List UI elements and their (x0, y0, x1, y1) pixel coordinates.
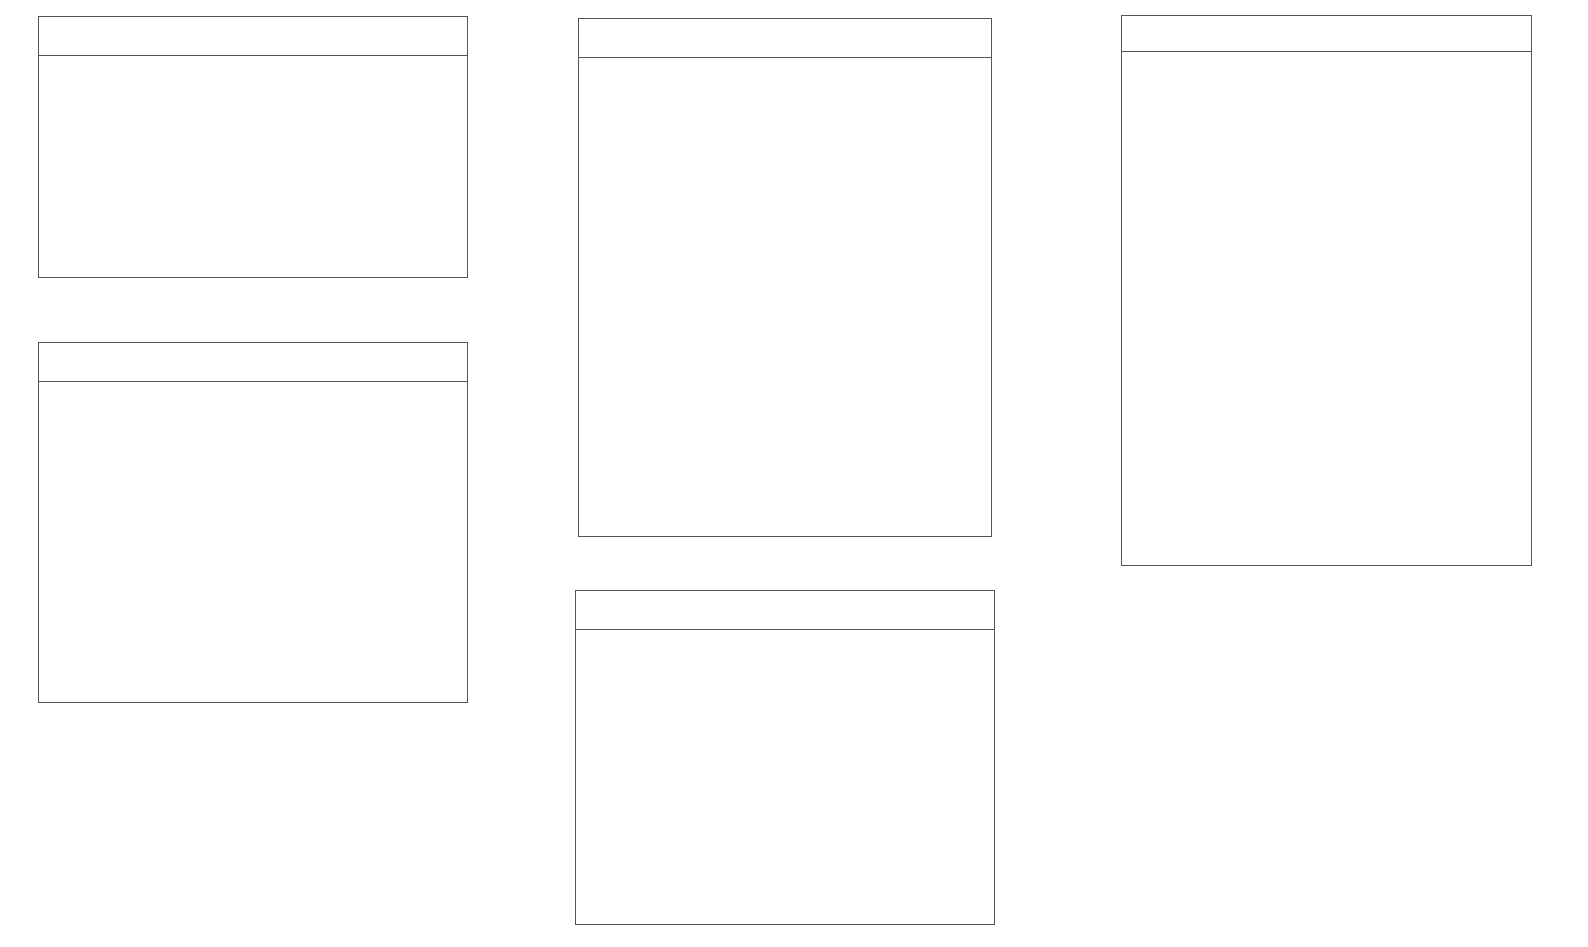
panel-gyartastechnologia (38, 342, 468, 703)
panel-title (39, 343, 467, 382)
panel-mechanika (578, 18, 992, 537)
panel-title (576, 591, 994, 630)
panel-title (1122, 16, 1531, 52)
panel-villamossag-automatizalas (1121, 15, 1532, 566)
panel-meres (38, 16, 468, 278)
panel-title (39, 17, 467, 56)
panel-munkaszervezes (575, 590, 995, 925)
panel-title (579, 19, 991, 58)
